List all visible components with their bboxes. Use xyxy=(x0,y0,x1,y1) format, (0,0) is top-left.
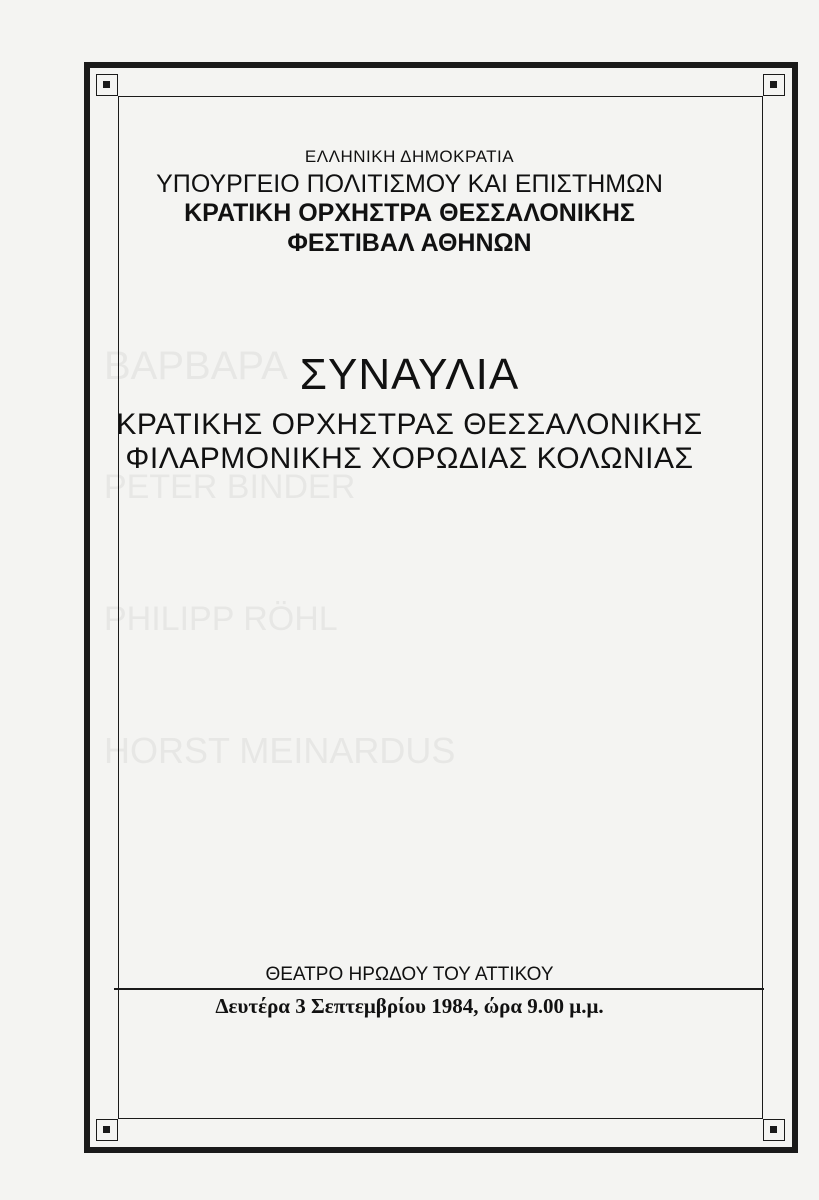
bleed-through-text: PHILIPP RÖHL xyxy=(104,600,338,638)
corner-ornament-bottom-right xyxy=(763,1119,785,1141)
festival-heading: ΦΕΣΤΙΒΑΛ ΑΘΗΝΩΝ xyxy=(287,229,532,257)
bleed-through-text: ΒΑΡΒΑΡΑ xyxy=(104,344,288,388)
performer-line-orchestra: ΚΡΑΤΙΚΗΣ ΟΡΧΗΣΤΡΑΣ ΘΕΣΣΑΛΟΝΙΚΗΣ xyxy=(116,408,703,441)
performer-line-choir: ΦΙΛΑΡΜΟΝΙΚΗΣ ΧΟΡΩΔΙΑΣ ΚΟΛΩΝΙΑΣ xyxy=(125,442,694,475)
bleed-through-text: HORST MEINARDUS xyxy=(104,730,456,771)
republic-heading: ΕΛΛΗΝΙΚΗ ΔΗΜΟΚΡΑΤΙΑ xyxy=(304,147,515,166)
date-time-text: Δευτέρα 3 Σεπτεμβρίου 1984, ώρα 9.00 μ.μ. xyxy=(215,994,604,1018)
bleed-through-text: PETER BINDER xyxy=(104,468,356,506)
corner-ornament-top-left xyxy=(96,74,118,96)
orchestra-heading: ΚΡΑΤΙΚΗ ΟΡΧΗΣΤΡΑ ΘΕΣΣΑΛΟΝΙΚΗΣ xyxy=(184,199,635,227)
ministry-heading: ΥΠΟΥΡΓΕΙΟ ΠΟΛΙΤΙΣΜΟΥ ΚΑΙ ΕΠΙΣΤΗΜΩΝ xyxy=(156,170,663,198)
concert-title: ΣΥΝΑΥΛΙΑ xyxy=(299,350,520,399)
venue-divider xyxy=(114,988,764,990)
venue-text: ΘΕΑΤΡΟ ΗΡΩΔΟΥ ΤΟΥ ΑΤΤΙΚΟΥ xyxy=(265,964,554,985)
corner-ornament-bottom-left xyxy=(96,1119,118,1141)
corner-ornament-top-right xyxy=(763,74,785,96)
